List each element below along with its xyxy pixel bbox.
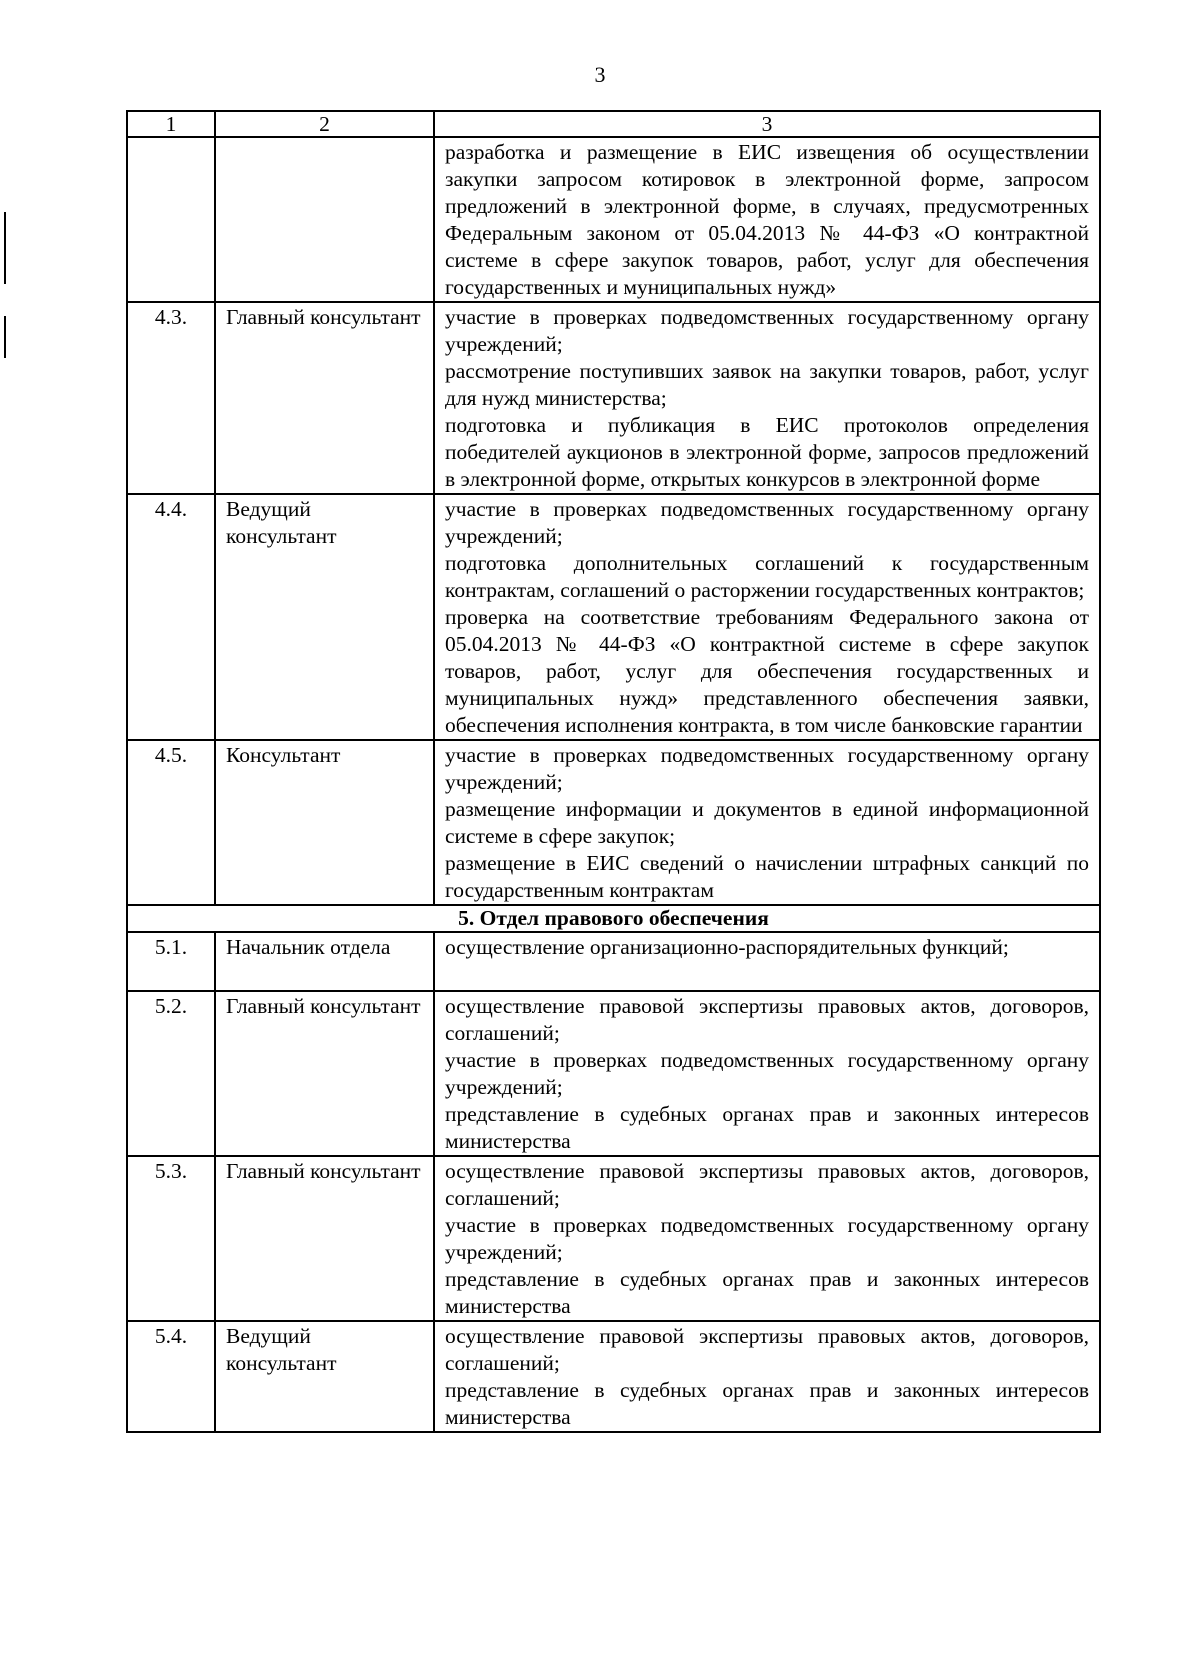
duty-text: осуществление организационно-распорядительных функций;: [445, 935, 1009, 959]
duty-text: осуществление правовой экспертизы правовых актов, договоров, соглашений;: [445, 1324, 1089, 1375]
row-position: [215, 137, 434, 302]
duty-text: подготовка и публикация в ЕИС протоколов определения победителей аукционов в электронной форме, запросов предложений в электронной форме, открытых конкурсов в электронной форме: [445, 413, 1089, 491]
row-number: 5.3.: [127, 1156, 215, 1321]
table-row: [127, 494, 1100, 740]
page-number: 3: [594, 62, 606, 87]
table-header-row: [127, 111, 1100, 137]
header-col-2: 2: [215, 111, 434, 137]
duties-table: [126, 110, 1101, 1433]
row-duties: [434, 1156, 1100, 1321]
duty-text: участие в проверках подведомственных государственному органу учреждений;: [445, 1213, 1089, 1264]
duty-text: проверка на соответствие требованиям Федерального закона от 05.04.2013 № 44-ФЗ «О контрактной системе в сфере закупок товаров, работ, услуг для обеспечения государственных и муниципальных нужд» представленного обеспечения заявки, обеспечения исполнения контракта, в том числе банковские гарантии: [445, 605, 1089, 737]
duty-text: представление в судебных органах прав и законных интересов министерства: [445, 1267, 1089, 1318]
row-duties: [434, 991, 1100, 1156]
binding-margin-mark: [4, 316, 6, 358]
table-row: [127, 932, 1100, 991]
row-number: 5.1.: [127, 932, 215, 991]
header-col-1: 1: [127, 111, 215, 137]
row-position: Ведущий консультант: [215, 494, 434, 740]
duty-text: участие в проверках подведомственных государственному органу учреждений;: [445, 1048, 1089, 1099]
section-heading-row: [127, 905, 1100, 932]
duty-text: осуществление правовой экспертизы правовых актов, договоров, соглашений;: [445, 994, 1089, 1045]
row-position: Главный консультант: [215, 302, 434, 494]
row-number: 4.3.: [127, 302, 215, 494]
duty-text: участие в проверках подведомственных государственному органу учреждений;: [445, 305, 1089, 356]
duty-text: разработка и размещение в ЕИС извещения об осуществлении закупки запросом котировок в электронной форме, запросом предложений в электронной форме, в случаях, предусмотренных Федеральным законом от 05.04.2013 № 44-ФЗ «О контрактной системе в сфере закупок товаров, работ, услуг для обеспечения государственных и муниципальных нужд»: [445, 140, 1089, 299]
duty-text: рассмотрение поступивших заявок на закупки товаров, работ, услуг для нужд министерства;: [445, 359, 1089, 410]
table-row: [127, 991, 1100, 1156]
row-number: 5.4.: [127, 1321, 215, 1432]
row-position: Начальник отдела: [215, 932, 434, 991]
duty-text: размещение в ЕИС сведений о начислении штрафных санкций по государственным контрактам: [445, 851, 1089, 902]
row-duties: [434, 932, 1100, 991]
row-number: 4.5.: [127, 740, 215, 905]
binding-margin-mark: [4, 212, 6, 284]
table-row: [127, 740, 1100, 905]
row-number: 5.2.: [127, 991, 215, 1156]
duty-text: подготовка дополнительных соглашений к государственным контрактам, соглашений о расторжении государственных контрактов;: [445, 551, 1089, 602]
table-row: [127, 137, 1100, 302]
header-col-3: 3: [434, 111, 1100, 137]
row-position: Ведущий консультант: [215, 1321, 434, 1432]
table-row: [127, 302, 1100, 494]
row-number: 4.4.: [127, 494, 215, 740]
row-duties: [434, 1321, 1100, 1432]
table-row: [127, 1156, 1100, 1321]
row-position: Главный консультант: [215, 1156, 434, 1321]
row-position: Главный консультант: [215, 991, 434, 1156]
duty-text: представление в судебных органах прав и законных интересов министерства: [445, 1378, 1089, 1429]
duty-text: осуществление правовой экспертизы правовых актов, договоров, соглашений;: [445, 1159, 1089, 1210]
duty-text: представление в судебных органах прав и законных интересов министерства: [445, 1102, 1089, 1153]
section-title: 5. Отдел правового обеспечения: [127, 905, 1100, 932]
duty-text: размещение информации и документов в единой информационной системе в сфере закупок;: [445, 797, 1089, 848]
row-duties: [434, 302, 1100, 494]
duty-text: участие в проверках подведомственных государственному органу учреждений;: [445, 743, 1089, 794]
row-duties: [434, 740, 1100, 905]
row-duties: [434, 137, 1100, 302]
duty-text: участие в проверках подведомственных государственному органу учреждений;: [445, 497, 1089, 548]
row-number: [127, 137, 215, 302]
row-duties: [434, 494, 1100, 740]
row-position: Консультант: [215, 740, 434, 905]
table-row: [127, 1321, 1100, 1432]
